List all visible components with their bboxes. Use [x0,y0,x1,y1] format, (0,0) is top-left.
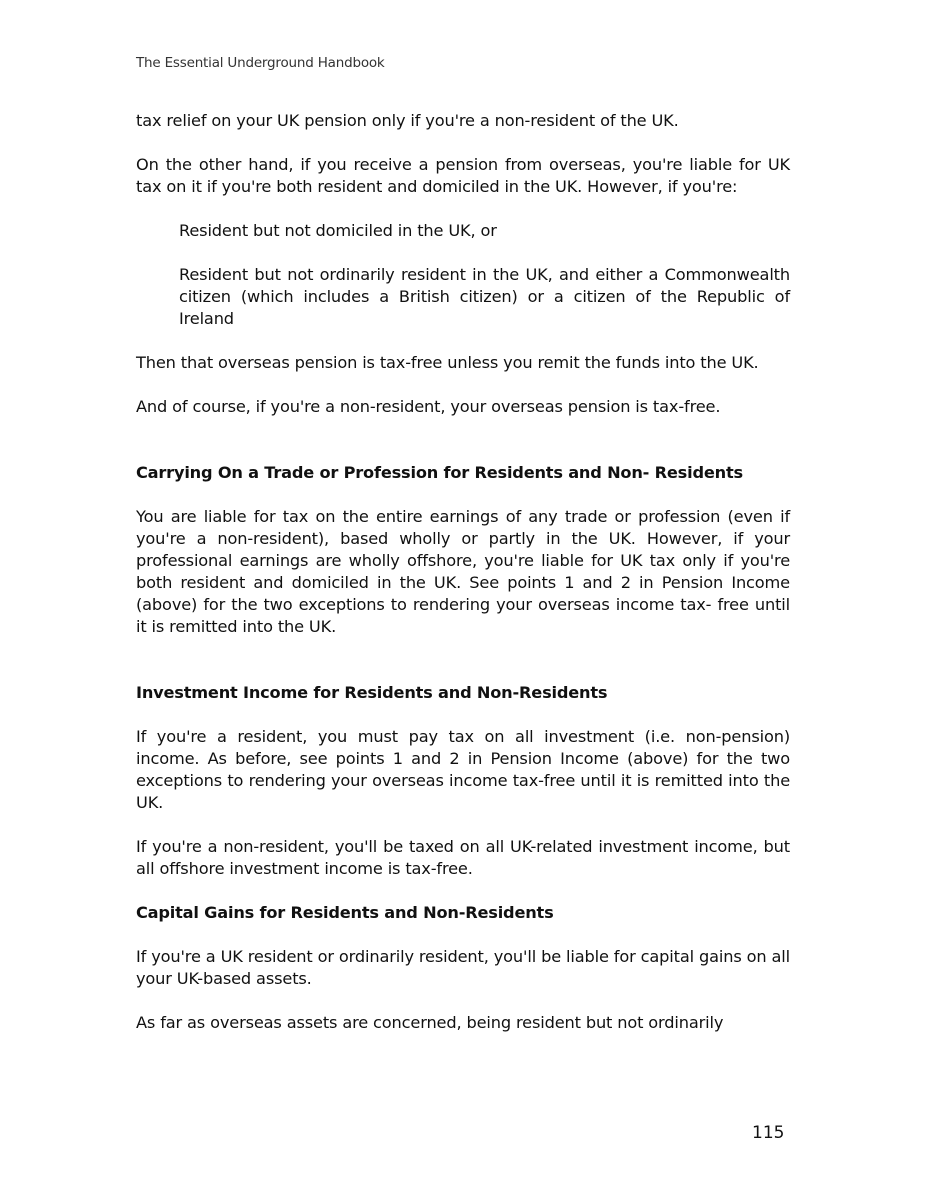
paragraph: If you're a non-resident, you'll be taxed on all UK-related investment income, but all offshore investment income is tax-free. [136,837,790,878]
paragraph: Then that overseas pension is tax-free unless you remit the funds into the UK. [136,353,759,372]
paragraph: And of course, if you're a non-resident, your overseas pension is tax-free. [136,397,721,416]
running-header: The Essential Underground Handbook [136,55,385,71]
section-heading: Capital Gains for Residents and Non-Residents [136,903,554,922]
paragraph: On the other hand, if you receive a pension from overseas, you're liable for UK tax on it if you're both resident and domiciled in the UK. However, if you're: [136,155,790,196]
list-item: Resident but not domiciled in the UK, or [179,221,497,240]
section-heading: Carrying On a Trade or Profession for Residents and Non- Residents [136,463,743,482]
page-content [136,110,790,1034]
paragraph: If you're a resident, you must pay tax on all investment (i.e. non-pension) income. As before, see points 1 and 2 in Pension Income (above) for the two exceptions to rendering your overseas income tax-free until it is remitted into the UK. [136,727,790,812]
paragraph: You are liable for tax on the entire earnings of any trade or profession (even if you're a non-resident), based wholly or partly in the UK. However, if your professional earnings are wholly offshore, you're liable for UK tax only if you're both resident and domiciled in the UK. See points 1 and 2 in Pension Income (above) for the two exceptions to rendering your overseas income tax- free until it is remitted into the UK. [136,507,790,636]
list-item: Resident but not ordinarily resident in the UK, and either a Commonwealth citizen (which includes a British citizen) or a citizen of the Republic of Ireland [179,265,790,328]
section-heading: Investment Income for Residents and Non-Residents [136,683,608,702]
paragraph: If you're a UK resident or ordinarily resident, you'll be liable for capital gains on all your UK-based assets. [136,947,790,988]
paragraph: tax relief on your UK pension only if you're a non-resident of the UK. [136,111,679,130]
page-number: 115 [752,1123,785,1143]
paragraph: As far as overseas assets are concerned, being resident but not ordinarily [136,1013,724,1032]
